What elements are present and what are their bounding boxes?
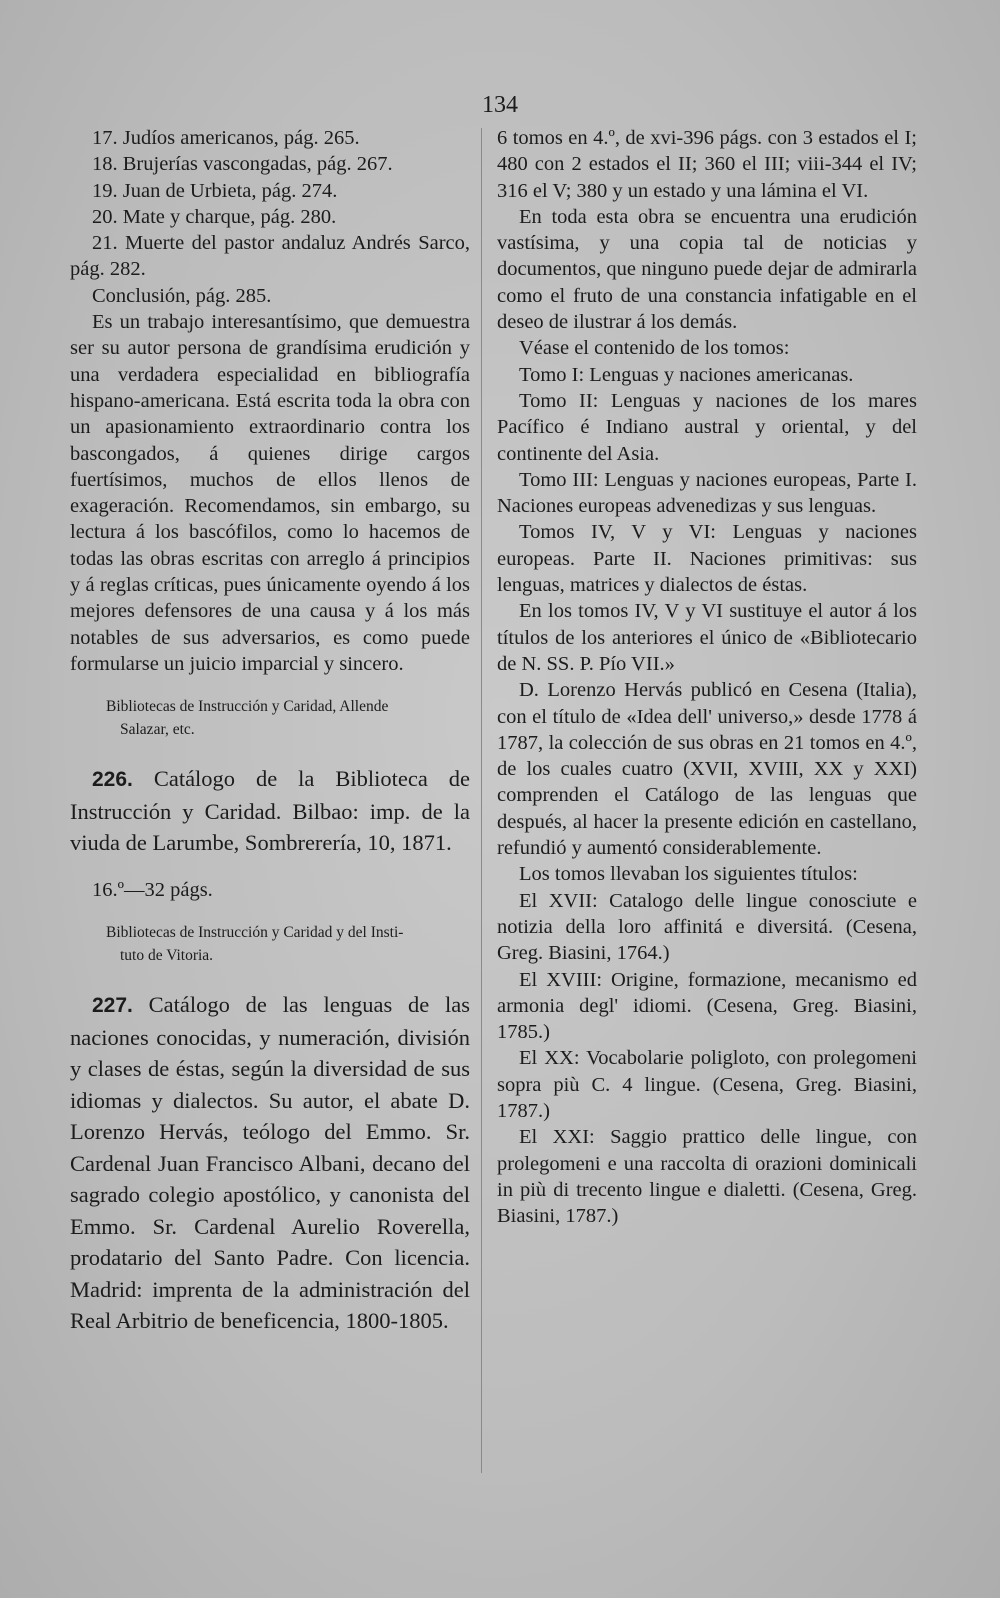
right-column	[497, 125, 917, 1229]
paragraph: Tomo II: Lenguas y naciones de los mares Pacífico é Indiano austral y oriental, y del continente del Asia.	[497, 389, 917, 465]
entry-number: 226.	[92, 768, 133, 792]
index-item: 19. Juan de Urbieta, pág. 274.	[92, 179, 338, 202]
catalog-entry-227	[70, 989, 470, 1337]
library-note-line: Bibliotecas de Instrucción y Caridad, Allende	[106, 698, 389, 716]
paragraph: En toda esta obra se encuentra una erudición vastísima, y una copia tal de noticias y documentos, que ninguno puede dejar de admirarla como el fruto de una constancia infatigable en el deseo de ilustrar á los demás.	[497, 205, 917, 334]
paragraph: Tomo I: Lenguas y naciones americanas.	[519, 363, 854, 386]
index-item: Conclusión, pág. 285.	[92, 284, 272, 307]
paragraph: El XXI: Saggio prattico delle lingue, con prolegomeni e una raccolta di orazioni dominicali in più di trecento lingue e dialetti. (Cesena, Greg. Biasini, 1787.)	[497, 1126, 917, 1228]
index-item: 21. Muerte del pastor andaluz Andrés Sarco, pág. 282.	[70, 232, 470, 281]
library-note-line: Bibliotecas de Instrucción y Caridad y del Insti-	[106, 924, 404, 942]
column-divider	[481, 128, 482, 1473]
index-item: 17. Judíos americanos, pág. 265.	[92, 127, 360, 149]
index-item: 18. Brujerías vascongadas, pág. 267.	[92, 153, 393, 176]
paragraph: Tomos IV, V y VI: Lenguas y naciones europeas. Parte II. Naciones primitivas: sus lenguas, matrices y dialectos de éstas.	[497, 521, 917, 597]
library-note	[70, 695, 470, 741]
review-paragraph: Es un trabajo interesantísimo, que demuestra ser su autor persona de grandísima erudición y una verdadera especialidad en bibliografía hispano-americana. Está escrita toda la obra con un apasionamiento extraordinario contra los bascongados, á quienes dirige cargos fuertísimos, muchos de ellos llenos de exageración. Recomendamos, sin embargo, su lectura á los bascófilos, como lo hacemos de todas las obras escritas con arreglo á principios y á reglas críticas, pues únicamente oyendo á los mejores defensores de una causa y á los más notables de sus adversarios, es como puede formularse un juicio imparcial y sincero.	[70, 311, 470, 675]
catalog-entry-226	[70, 763, 470, 859]
entry-format: 16.º—32 págs.	[92, 878, 213, 901]
paragraph: En los tomos IV, V y VI sustituye el autor á los títulos de los anteriores el único de «Bibliotecario de N. SS. P. Pío VII.»	[497, 600, 917, 675]
paragraph: El XVIII: Origine, formazione, mecanismo ed armonia degl' idiomi. (Cesena, Greg. Biasini, 1785.)	[497, 968, 917, 1044]
paragraph: El XVII: Catalogo delle lingue conosciute e notizia della loro affinitá e diversitá. (Cesena, Greg. Biasini, 1764.)	[497, 889, 917, 965]
paragraph: D. Lorenzo Hervás publicó en Cesena (Italia), con el título de «Idea dell' universo,» desde 1778 á 1787, la colección de sus obras en 21 tomos en 4.º, de los cuales cuatro (XVII, XVIII, XX y XXI) comprenden el Catálogo de las lenguas que después, al hacer la presente edición en castellano, refundió y aumentó considerablemente.	[497, 679, 917, 860]
entry-text: Catálogo de las lenguas de las naciones conocidas, y numeración, división y clases de éstas, según la diversidad de sus idiomas y dialectos. Su autor, el abate D. Lorenzo Hervás, teólogo del Emmo. Sr. Cardenal Juan Francisco Albani, decano del sagrado colegio apostólico, y canonista del Emmo. Sr. Cardenal Aurelio Roverella, prodatario del Santo Padre. Con licencia. Madrid: imprenta de la administración del Real Arbitrio de beneficencia, 1800-1805.	[70, 992, 470, 1334]
paragraph: 6 tomos en 4.º, de xvi-396 págs. con 3 estados el I; 480 con 2 estados el II; 360 el III; viii-344 el IV; 316 el V; 380 y un estado y una lámina el VI.	[497, 127, 917, 202]
paragraph: El XX: Vocabolarie poligloto, con prolegomeni sopra più C. 4 lingue. (Cesena, Greg. Biasini, 1787.)	[497, 1047, 917, 1122]
paragraph: Los tomos llevaban los siguientes títulos:	[519, 863, 858, 886]
page-number: 134	[482, 92, 518, 118]
index-item: 20. Mate y charque, pág. 280.	[92, 205, 337, 228]
library-note	[70, 921, 470, 967]
library-note-line: tuto de Vitoria.	[120, 947, 214, 965]
left-column	[70, 125, 470, 1337]
library-note-line: Salazar, etc.	[120, 721, 195, 739]
paragraph: Véase el contenido de los tomos:	[519, 337, 790, 360]
paragraph: Tomo III: Lenguas y naciones europeas, Parte I. Naciones europeas advenedizas y sus lenguas.	[497, 468, 917, 518]
entry-number: 227.	[92, 994, 133, 1018]
entry-text: Catálogo de la Biblioteca de Instrucción y Caridad. Bilbao: imp. de la viuda de Larumbe, Sombrerería, 10, 1871.	[70, 766, 471, 856]
